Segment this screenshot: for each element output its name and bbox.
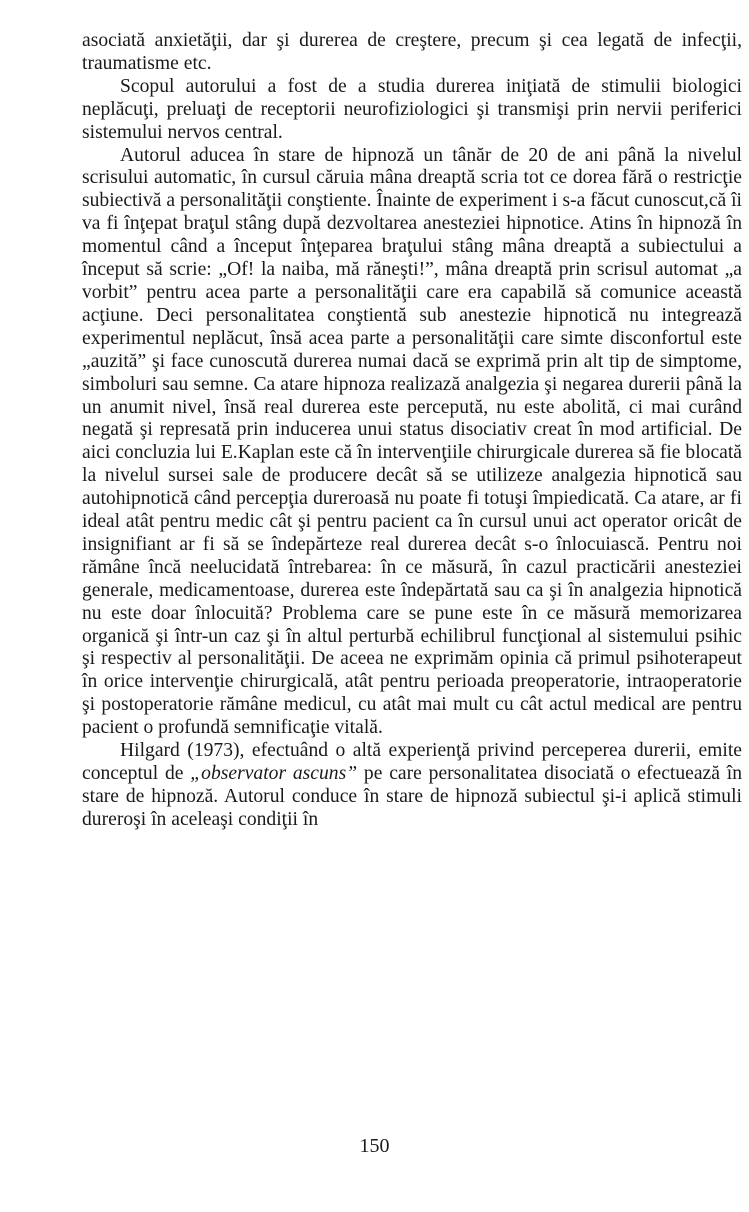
- emphasized-term: „observator ascuns”: [190, 763, 358, 784]
- paragraph: Scopul autorului a fost de a studia durerea iniţiată de stimulii biologici neplăcuţi, preluaţi de receptorii neurofiziologici şi transmişi prin nervii periferici sistemului nervos central.: [82, 75, 742, 143]
- paragraph: [82, 740, 742, 832]
- page-body: [82, 30, 742, 832]
- paragraph: Autorul aducea în stare de hipnoză un tânăr de 20 de ani până la nivelul scrisului automatic, în cursul căruia mâna dreaptă scria tot ce dorea fără o restricţie subiectivă a personalităţii conştiente. Înainte de experiment i s-a făcut cunoscut,că îi va fi înţepat braţul stâng după dezvoltarea anesteziei hipnotice. Atins în hipnoză în momentul când a început înţeparea braţului stâng mâna dreaptă a subiectului a început să scrie: „Of! la naiba, mă răneşti!”, mâna dreaptă prin scrisul automat „a vorbit” pentru acea parte a personalităţii care era capabilă să comunice această acţiune. Deci personalitatea conştientă sub anestezie hipnotică nu integrează experimentul neplăcut, însă acea parte a personalităţii care simte disconfortul este „auzită” şi face cunoscută durerea numai dacă se exprimă prin alt tip de simptome, simboluri sau semne. Ca atare hipnoza realizază analgezia şi negarea durerii până la un anumit nivel, însă real durerea este percepută, nu este abolită, ci mai curând negată şi represată prin inducerea unui status disociativ creat în mod artificial. De aici concluzia lui E.Kaplan este că în intervenţiile chirurgicale durerea să fie blocată la nivelul sursei sale de producere decât să se utilizeze analgezia hipnotică sau autohipnotică când percepţia dureroasă nu poate fi totuşi împiedicată. Ca atare, ar fi ideal atât pentru medic cât şi pentru pacient ca în cursul unui act operator oricât de insignifiant ar fi să se îndepărteze real durerea decât s-o înlocuiască. Pentru noi rămâne încă neelucidată întrebarea: în ce măsură, în cazul practicării anesteziei generale, medicamentoase, durerea este îndepărtată sau ca şi în analgezia hipnotică nu este doar înlocuită? Problema care se pune este în ce măsură memorizarea organică şi într-un caz şi în altul perturbă echilibrul funcţional al sistemului psihic şi respectiv al personalităţii. De aceea ne exprimăm opinia că primul psihoterapeut în orice intervenţie chirurgicală, atât pentru perioada preoperatorie, intraoperatorie şi postoperatorie rămâne medicul, cu atât mai mult cu cât actul medical are pentru pacient o profundă semnificaţie vitală.: [82, 144, 742, 739]
- paragraph-text: pe care personalitatea disociată o efectuează în stare de hipnoză. Autorul conduce în stare de hipnoză subiectul şi-i aplică stimuli dureroşi în aceleaşi condiţii în: [82, 763, 742, 830]
- page-number: 150: [359, 1135, 390, 1157]
- paragraph-text: Hilgard (1973), efectuând o altă experienţă privind perceperea durerii, emite conceptul de: [82, 740, 742, 784]
- paragraph: asociată anxietăţii, dar şi durerea de creştere, precum şi cea legată de infecţii, traumatisme etc.: [82, 30, 742, 74]
